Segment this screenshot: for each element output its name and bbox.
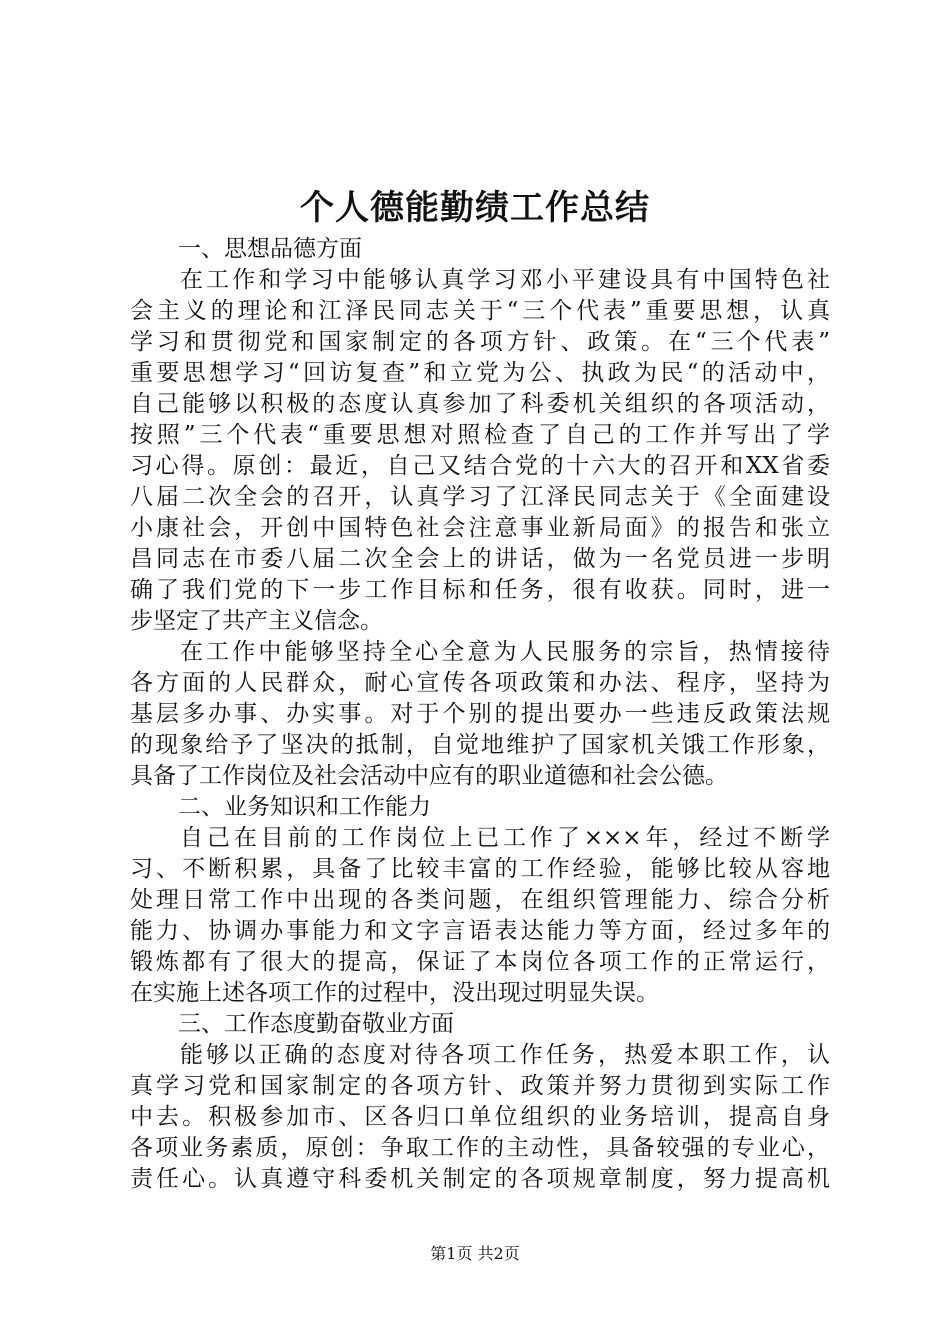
paragraph-line: 步坚定了共产主义信念。: [130, 608, 383, 634]
paragraph-line: 小康社会，开创中国特色社会注意事业新局面》的报告和张立: [130, 515, 830, 541]
paragraph-line: 自己在目前的工作岗位上已工作了×××年，经过不断学: [180, 825, 830, 851]
paragraph-line: 各方面的人民群众，耐心宣传各项政策和办法、程序，坚持为: [130, 670, 830, 696]
paragraph-line: 真学习党和国家制定的各项方针、政策并努力贯彻到实际工作: [130, 1073, 830, 1099]
paragraph-line: 中去。积极参加市、区各归口单位组织的业务培训，提高自身: [130, 1104, 830, 1130]
page-footer: 第1页 共2页: [430, 1244, 520, 1263]
paragraph-line: 会主义的理论和江泽民同志关于“三个代表”重要思想，认真: [130, 298, 830, 324]
paragraph-line: 各项业务素质，原创：争取工作的主动性，具备较强的专业心，: [130, 1135, 830, 1161]
section-heading: 三、工作态度勤奋敬业方面: [178, 1011, 454, 1037]
paragraph-line: 的现象给予了坚决的抵制，自觉地维护了国家机关饿工作形象，: [130, 732, 830, 758]
paragraph-line: 处理日常工作中出现的各类问题，在组织管理能力、综合分析: [130, 887, 830, 913]
paragraph-line: 昌同志在市委八届二次全会上的讲话，做为一名党员进一步明: [130, 546, 830, 572]
paragraph-line: 习心得。原创：最近，自己又结合党的十六大的召开和XX省委: [130, 453, 830, 479]
paragraph-line: 基层多办事、办实事。对于个别的提出要办一些违反政策法规: [130, 701, 830, 727]
paragraph-line: 在工作中能够坚持全心全意为人民服务的宗旨，热情接待: [180, 639, 830, 665]
document-body: [130, 234, 830, 1195]
paragraph-line: 习、不断积累，具备了比较丰富的工作经验，能够比较从容地: [130, 856, 830, 882]
paragraph-line: 学习和贯彻党和国家制定的各项方针、政策。在“三个代表”: [130, 329, 830, 355]
paragraph-line: 确了我们党的下一步工作目标和任务，很有收获。同时，进一: [130, 577, 830, 603]
paragraph-line: 在实施上述各项工作的过程中，没出现过明显失误。: [130, 980, 659, 1006]
paragraph-line: 责任心。认真遵守科委机关制定的各项规章制度，努力提高机: [130, 1166, 830, 1192]
section-heading: 二、业务知识和工作能力: [178, 794, 431, 820]
section-heading: 一、思想品德方面: [178, 236, 362, 262]
document-title: 个人德能勤绩工作总结: [300, 188, 650, 228]
paragraph-line: 自己能够以积极的态度认真参加了科委机关组织的各项活动，: [130, 391, 830, 417]
paragraph-line: 能够以正确的态度对待各项工作任务，热爱本职工作，认: [180, 1042, 830, 1068]
paragraph-line: 能力、协调办事能力和文字言语表达能力等方面，经过多年的: [130, 918, 830, 944]
paragraph-line: 锻炼都有了很大的提高，保证了本岗位各项工作的正常运行，: [130, 949, 830, 975]
paragraph-line: 重要思想学习“回访复查”和立党为公、执政为民“的活动中，: [130, 360, 830, 386]
paragraph-line: 在工作和学习中能够认真学习邓小平建设具有中国特色社: [180, 267, 830, 293]
paragraph-line: 按照”三个代表“重要思想对照检查了自己的工作并写出了学: [130, 422, 830, 448]
paragraph-line: 八届二次全会的召开，认真学习了江泽民同志关于《全面建设: [130, 484, 830, 510]
paragraph-line: 具备了工作岗位及社会活动中应有的职业道德和社会公德。: [130, 763, 728, 789]
